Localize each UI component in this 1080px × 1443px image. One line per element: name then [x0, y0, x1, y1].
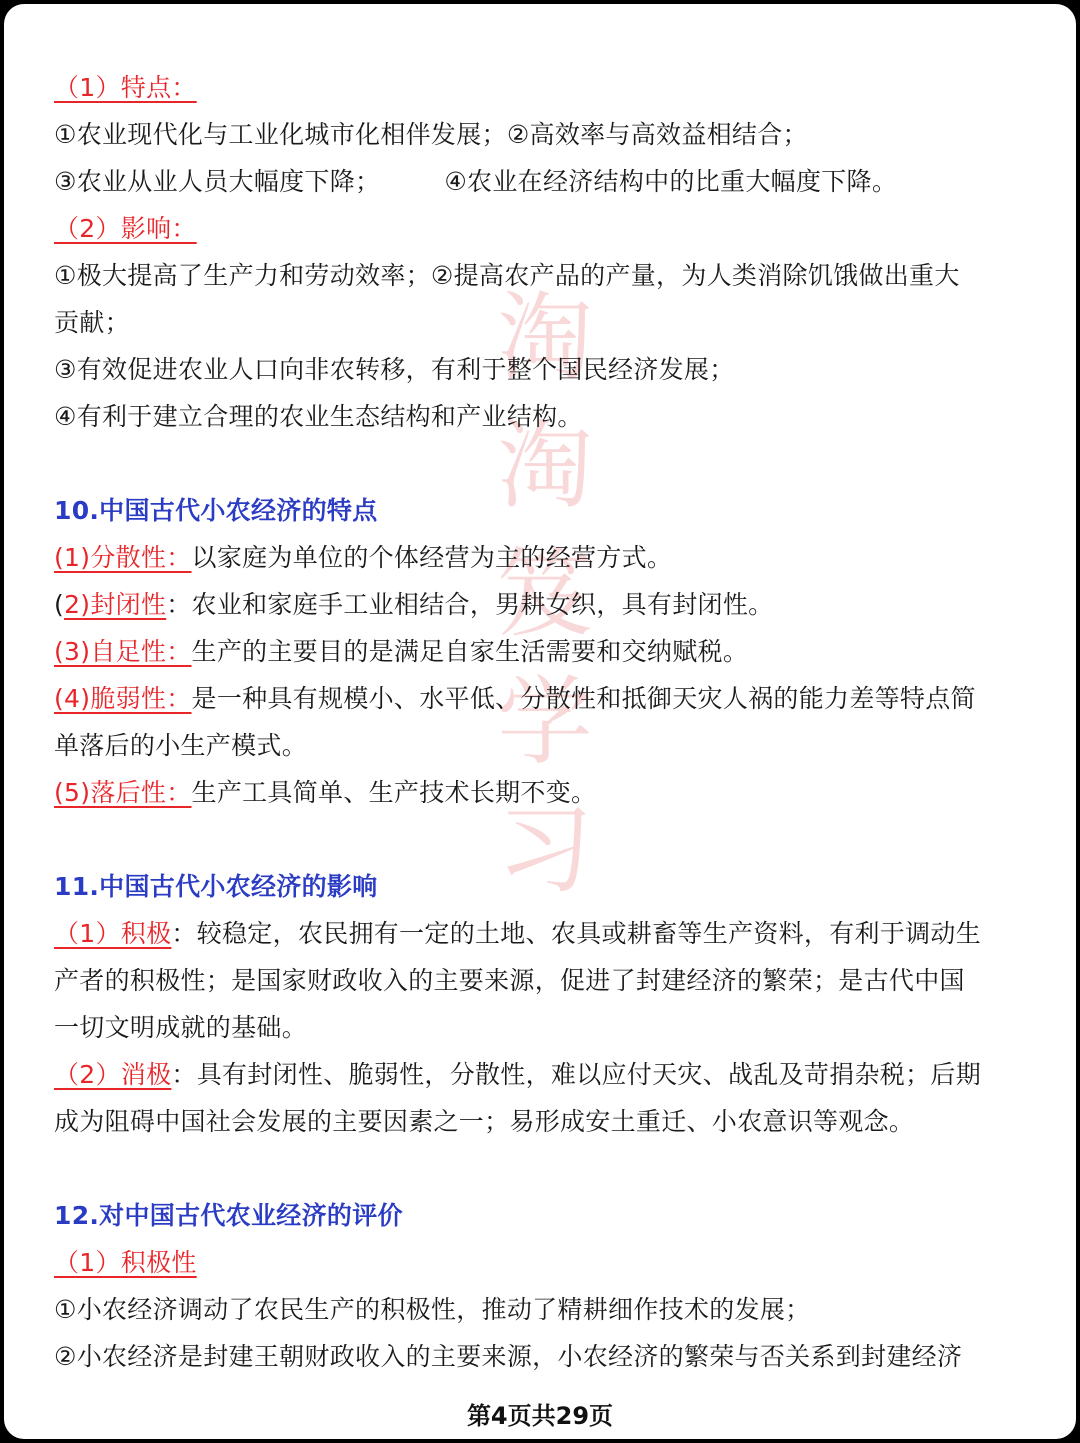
watermark-char: 淘	[497, 282, 593, 394]
paragraph-line: ①极大提高了生产力和劳动效率；②提高农产品的产量，为人类消除饥饿做出重大	[54, 261, 960, 290]
subheading-positive	[54, 1246, 197, 1280]
paragraph-line: 成为阻碍中国社会发展的主要因素之一；易形成安土重迁、小农意识等观念。	[54, 1107, 915, 1136]
text-segment: (	[54, 590, 65, 619]
red-label: (3)自足性：	[54, 637, 192, 666]
watermark-char: 淘	[497, 410, 593, 522]
paragraph-line	[54, 165, 897, 199]
paragraph-line: 贡献；	[54, 308, 130, 337]
paragraph-line: 产者的积极性；是国家财政收入的主要来源，促进了封建经济的繁荣；是古代中国	[54, 966, 965, 995]
watermark-char: 习	[497, 794, 593, 906]
list-item	[54, 917, 981, 951]
text-segment: ：农业和家庭手工业相结合，男耕女织，具有封闭性。	[166, 590, 774, 619]
red-label: (1)分散性：	[54, 543, 192, 572]
watermark-char: 笈	[497, 538, 593, 650]
list-item	[54, 776, 596, 810]
paragraph-line: ③有效促进农业人口向非农转移，有利于整个国民经济发展；	[54, 355, 735, 384]
subheading-impact	[54, 212, 197, 246]
paragraph-line: 一切文明成就的基础。	[54, 1013, 308, 1042]
red-label: (4)脆弱性：	[54, 684, 192, 713]
list-item	[54, 682, 976, 716]
red-label: （1）积极性	[54, 1248, 197, 1277]
text-segment: ：具有封闭性、脆弱性，分散性，难以应付天灾、战乱及苛捐杂税；后期	[171, 1060, 982, 1089]
text-segment: ④农业在经济结构中的比重大幅度下降。	[444, 167, 898, 196]
red-label: 2)封闭性	[64, 590, 167, 619]
section-title-11: 11.中国古代小农经济的影响	[54, 872, 378, 901]
subheading-features	[54, 71, 197, 105]
text-segment: 生产的主要目的是满足自家生活需要和交纳赋税。	[191, 637, 749, 666]
document-page	[4, 4, 1076, 1439]
red-label: （2）消极	[54, 1060, 172, 1089]
paragraph-line: ②小农经济是封建王朝财政收入的主要来源，小农经济的繁荣与否关系到封建经济	[54, 1342, 963, 1371]
list-item	[54, 541, 672, 575]
paragraph-line: ④有利于建立合理的农业生态结构和产业结构。	[54, 402, 583, 431]
section-title-12: 12.对中国古代农业经济的评价	[54, 1201, 403, 1230]
page-number: 第4页共29页	[466, 1402, 614, 1430]
paragraph-line: ①农业现代化与工业化城市化相伴发展；②高效率与高效益相结合；	[54, 120, 808, 149]
paragraph-line: 单落后的小生产模式。	[54, 731, 308, 760]
red-label: (5)落后性：	[54, 778, 192, 807]
red-label: （2）影响：	[54, 214, 197, 243]
text-segment: ：较稳定，农民拥有一定的土地、农具或耕畜等生产资料，有利于调动生	[171, 919, 982, 948]
paragraph-line: ①小农经济调动了农民生产的积极性，推动了精耕细作技术的发展；	[54, 1295, 811, 1324]
text-segment: 是一种具有规模小、水平低、分散性和抵御天灾人祸的能力差等特点简	[191, 684, 976, 713]
text-segment: 以家庭为单位的个体经营为主的经营方式。	[191, 543, 673, 572]
red-label: （1）特点：	[54, 73, 197, 102]
red-label: （1）积极	[54, 919, 172, 948]
list-item	[54, 635, 748, 669]
watermark-char: 学	[497, 666, 593, 778]
section-title-10: 10.中国古代小农经济的特点	[54, 496, 378, 525]
text-segment: 生产工具简单、生产技术长期不变。	[191, 778, 597, 807]
list-item	[54, 1058, 981, 1092]
text-segment: ③农业从业人员大幅度下降；	[54, 167, 381, 196]
list-item	[54, 588, 773, 622]
